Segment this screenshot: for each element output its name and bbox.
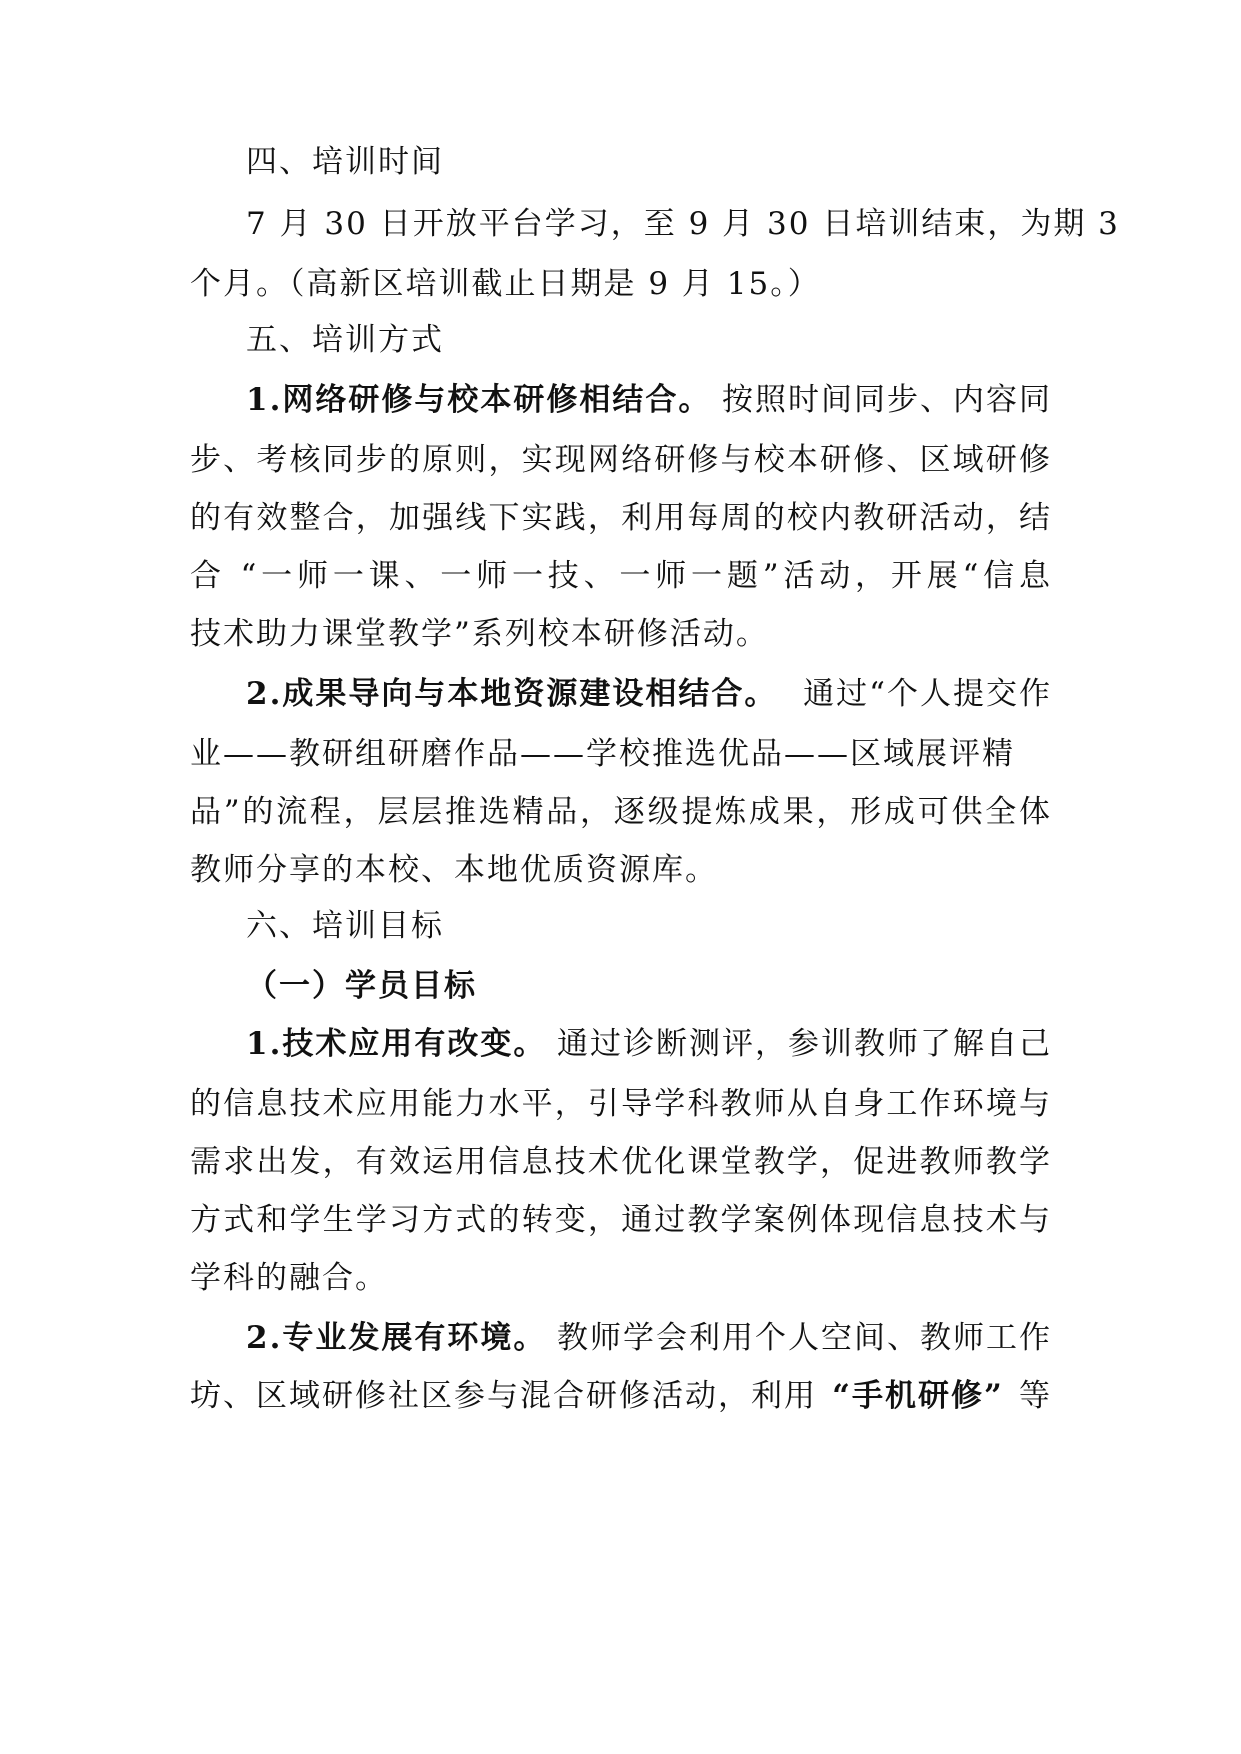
item-text-emphasis: “手机研修” — [832, 1378, 1004, 1414]
item-text: 教师学会利用个人空间、教师工作 — [557, 1320, 1052, 1356]
item-title: 1.网络研修与校本研修相结合。 — [246, 382, 712, 418]
paragraph-line: 7 月 30 日开放平台学习，至 9 月 30 日培训结束，为期 3 — [246, 206, 1120, 242]
paragraph-line — [246, 380, 1052, 420]
paragraph-line: 学科的融合。 — [190, 1260, 388, 1296]
paragraph-line: 技术助力课堂教学”系列校本研修活动。 — [190, 616, 769, 652]
paragraph-line: 方式和学生学习方式的转变，通过教学案例体现信息技术与 — [190, 1202, 1052, 1238]
paragraph-line: 的有效整合，加强线下实践，利用每周的校内教研活动，结 — [190, 500, 1052, 536]
paragraph-line — [190, 1376, 1052, 1416]
item-title: 1.技术应用有改变。 — [246, 1026, 547, 1062]
item-text: 按照时间同步、内容同 — [722, 382, 1052, 418]
subsection-heading-trainee-goals: （一）学员目标 — [246, 968, 477, 1004]
item-text: 通过“个人提交作 — [803, 676, 1052, 712]
paragraph-line: 业——教研组研磨作品——学校推选优品——区域展评精 — [190, 736, 1015, 772]
paragraph-line — [246, 1318, 1052, 1358]
item-text: 坊、区域研修社区参与混合研修活动，利用 — [190, 1378, 817, 1414]
item-text: 等 — [1018, 1378, 1052, 1414]
paragraph-line: 合 “一师一课、一师一技、一师一题”活动，开展“信息 — [190, 558, 1052, 594]
paragraph-line: 教师分享的本校、本地优质资源库。 — [190, 852, 718, 888]
paragraph-line: 需求出发，有效运用信息技术优化课堂教学，促进教师教学 — [190, 1144, 1052, 1180]
section-heading-training-time: 四、培训时间 — [246, 144, 444, 180]
paragraph-line — [246, 674, 1052, 714]
paragraph-line: 步、考核同步的原则，实现网络研修与校本研修、区域研修 — [190, 442, 1052, 478]
paragraph-line — [246, 1024, 1052, 1064]
paragraph-line: 个月。（高新区培训截止日期是 9 月 15。） — [190, 266, 821, 302]
paragraph-line: 品”的流程，层层推选精品，逐级提炼成果，形成可供全体 — [190, 794, 1052, 830]
section-heading-training-goals: 六、培训目标 — [246, 908, 444, 944]
item-text: 通过诊断测评，参训教师了解自己 — [557, 1026, 1052, 1062]
item-title: 2.成果导向与本地资源建设相结合。 — [246, 676, 778, 712]
section-heading-training-method: 五、培训方式 — [246, 322, 444, 358]
paragraph-line: 的信息技术应用能力水平，引导学科教师从自身工作环境与 — [190, 1086, 1052, 1122]
item-title: 2.专业发展有环境。 — [246, 1320, 547, 1356]
